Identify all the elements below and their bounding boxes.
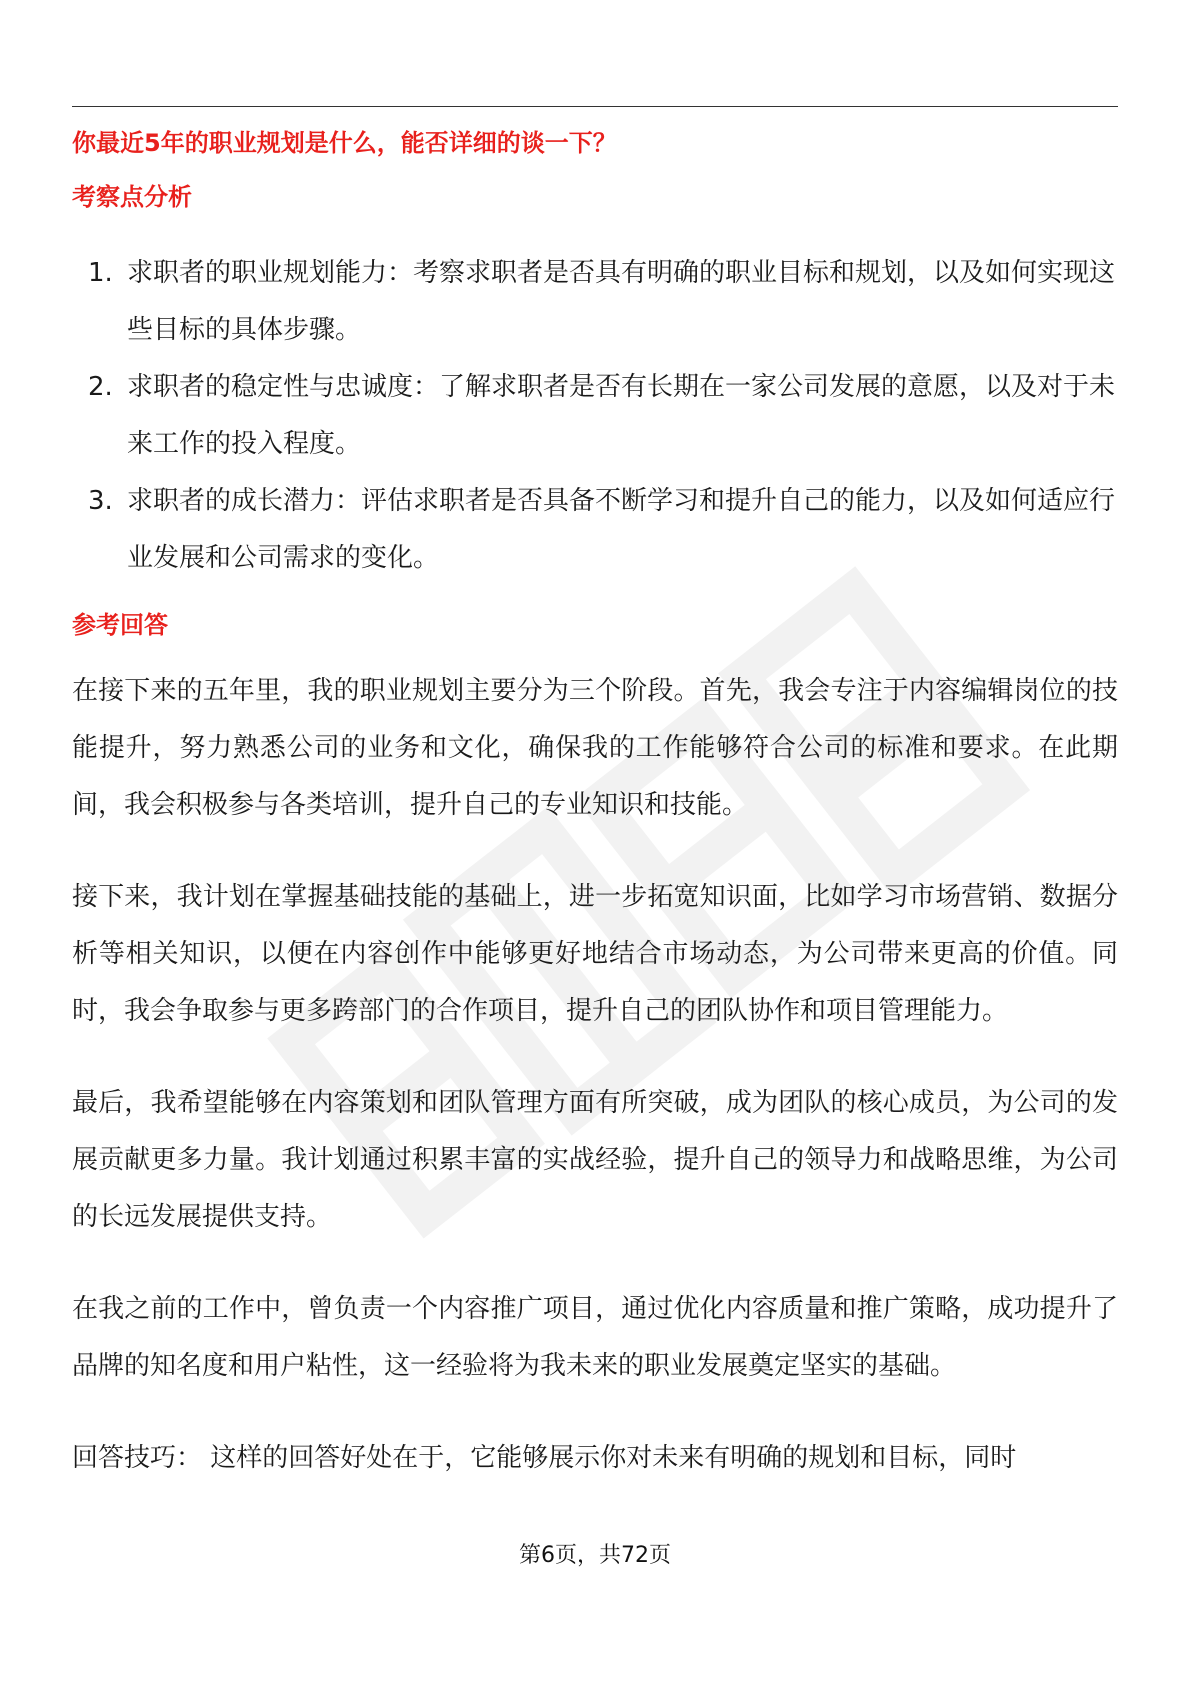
analysis-item-text: 求职者的稳定性与忠诚度：了解求职者是否有长期在一家公司发展的意愿，以及对于未来工作的投入程度。 xyxy=(127,372,1116,459)
analysis-item xyxy=(72,359,1118,473)
analysis-item-text: 求职者的成长潜力：评估求职者是否具备不断学习和提升自己的能力，以及如何适应行业发展和公司需求的变化。 xyxy=(127,486,1116,573)
answer-paragraph: 最后，我希望能够在内容策划和团队管理方面有所突破，成为团队的核心成员，为公司的发展贡献更多力量。我计划通过积累丰富的实战经验，提升自己的领导力和战略思维，为公司的长远发展提供支持。 xyxy=(72,1088,1118,1232)
answer-tips-paragraph: 回答技巧： 这样的回答好处在于，它能够展示你对未来有明确的规划和目标，同时 xyxy=(72,1443,1017,1473)
analysis-item xyxy=(72,473,1118,587)
list-number: 1. xyxy=(88,258,113,288)
analysis-item-text: 求职者的职业规划能力：考察求职者是否具有明确的职业目标和规划，以及如何实现这些目标的具体步骤。 xyxy=(127,258,1116,345)
top-rule xyxy=(72,106,1118,107)
analysis-heading: 考察点分析 xyxy=(72,183,192,211)
answer-paragraph: 在我之前的工作中，曾负责一个内容推广项目，通过优化内容质量和推广策略，成功提升了品牌的知名度和用户粘性，这一经验将为我未来的职业发展奠定坚实的基础。 xyxy=(72,1294,1118,1381)
page-number-footer: 第6页，共72页 xyxy=(519,1543,671,1568)
page-content xyxy=(72,120,1118,1487)
analysis-item xyxy=(72,245,1118,359)
list-number: 2. xyxy=(88,372,113,402)
answer-paragraph: 接下来，我计划在掌握基础技能的基础上，进一步拓宽知识面，比如学习市场营销、数据分析等相关知识，以便在内容创作中能够更好地结合市场动态，为公司带来更高的价值。同时，我会争取参与更多跨部门的合作项目，提升自己的团队协作和项目管理能力。 xyxy=(72,882,1118,1026)
question-title: 你最近5年的职业规划是什么，能否详细的谈一下？ xyxy=(72,129,617,157)
analysis-list xyxy=(72,245,1118,587)
list-number: 3. xyxy=(88,486,113,516)
answer-heading: 参考回答 xyxy=(72,611,168,639)
answer-paragraph: 在接下来的五年里，我的职业规划主要分为三个阶段。首先，我会专注于内容编辑岗位的技能提升，努力熟悉公司的业务和文化，确保我的工作能够符合公司的标准和要求。在此期间，我会积极参与各类培训，提升自己的专业知识和技能。 xyxy=(72,676,1118,820)
